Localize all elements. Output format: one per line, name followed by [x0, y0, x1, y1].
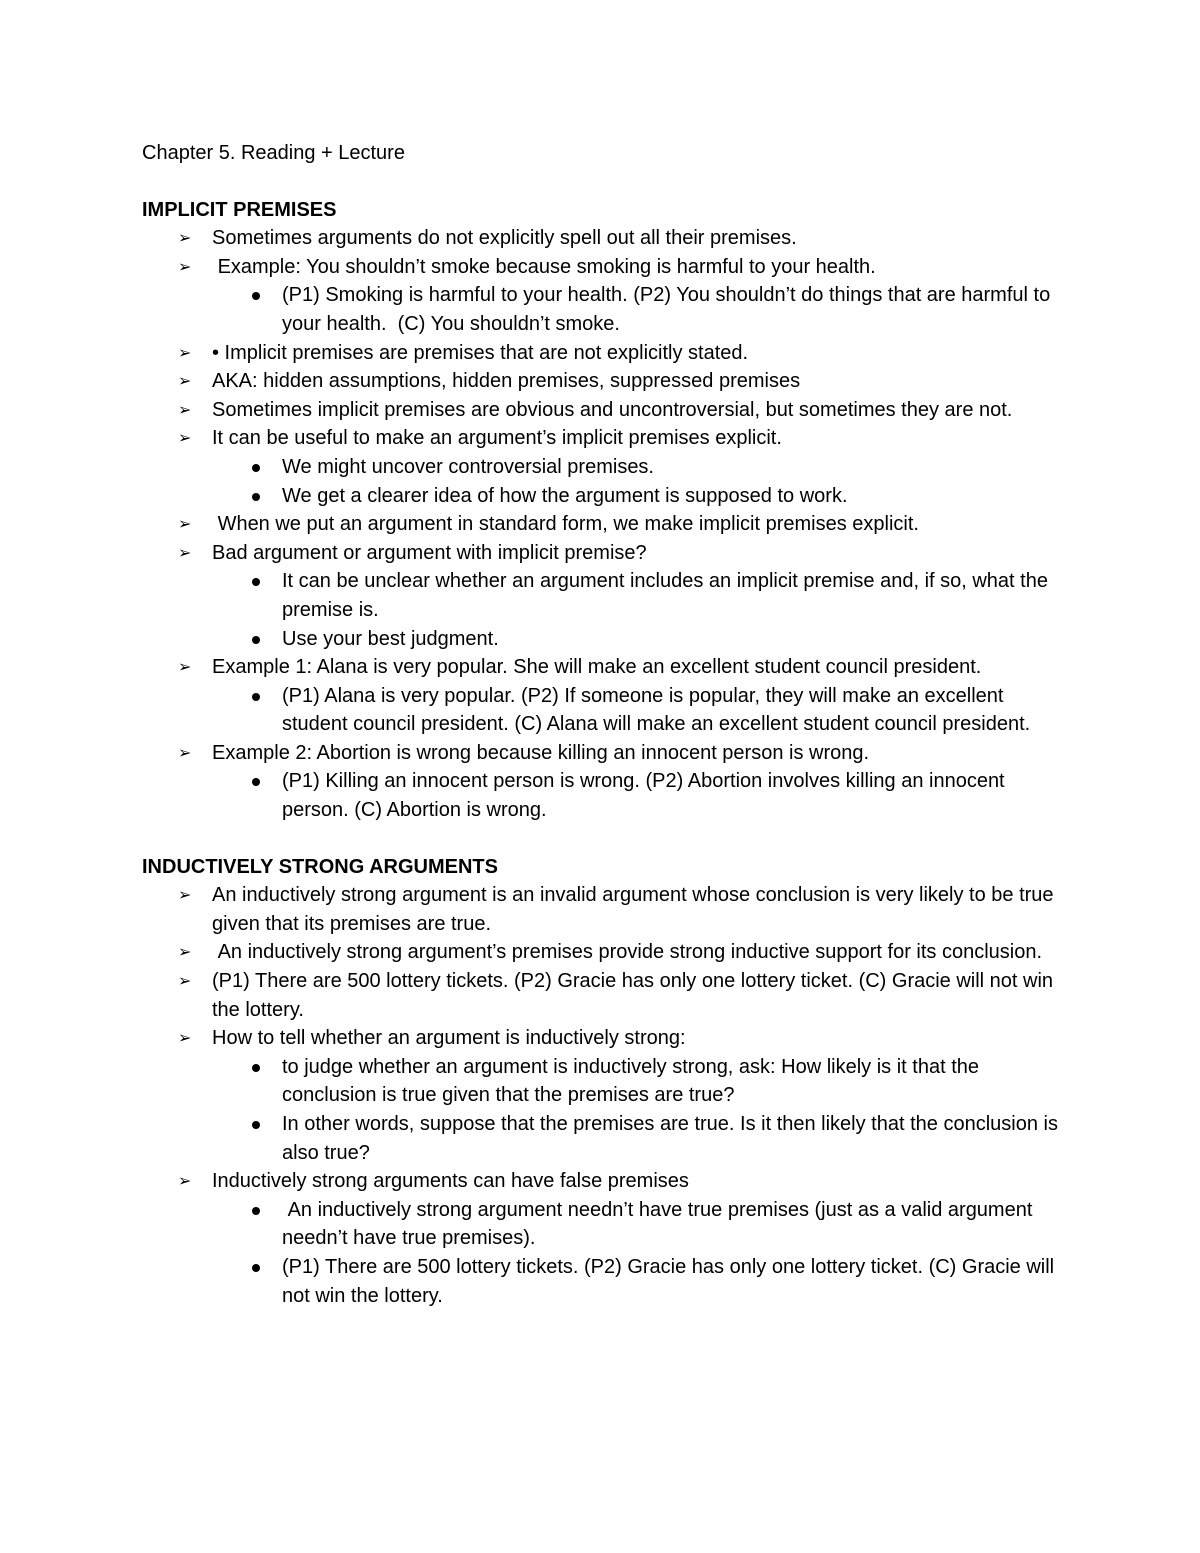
- sub-list-item-text: We get a clearer idea of how the argument is supposed to work.: [282, 484, 848, 507]
- bullet-list: [142, 224, 1062, 824]
- sub-list-item: [212, 482, 1062, 511]
- list-item: [142, 881, 1062, 938]
- dot-bullet-icon: [252, 693, 260, 701]
- arrow-bullet-icon: ➢: [178, 1171, 192, 1191]
- arrow-bullet-icon: ➢: [178, 428, 192, 448]
- list-item-text: Sometimes implicit premises are obvious and uncontroversial, but sometimes they are not.: [212, 398, 1013, 421]
- arrow-bullet-icon: ➢: [178, 228, 192, 248]
- sub-list-item: [212, 625, 1062, 654]
- list-item: [142, 510, 1062, 539]
- dot-bullet-icon: [252, 1121, 260, 1129]
- arrow-bullet-icon: ➢: [178, 885, 192, 905]
- arrow-bullet-icon: ➢: [178, 342, 192, 362]
- sub-bullet-list: [212, 453, 1062, 510]
- list-item: [142, 367, 1062, 396]
- dot-bullet-icon: [252, 1064, 260, 1072]
- sub-bullet-list: [212, 1196, 1062, 1310]
- sub-list-item-text: It can be unclear whether an argument includes an implicit premise and, if so, what the premise is.: [282, 570, 1054, 621]
- sub-list-item: [212, 1110, 1062, 1167]
- list-item-text: • Implicit premises are premises that are not explicitly stated.: [212, 341, 749, 364]
- section: [142, 196, 1062, 825]
- arrow-bullet-icon: ➢: [178, 514, 192, 534]
- list-item-text: Bad argument or argument with implicit premise?: [212, 541, 647, 564]
- arrow-bullet-icon: ➢: [178, 256, 192, 276]
- section: [142, 853, 1062, 1311]
- list-item: [142, 653, 1062, 739]
- sections-container: [142, 196, 1062, 1311]
- list-item-text: An inductively strong argument is an invalid argument whose conclusion is very likely to be true given that its premises are true.: [212, 884, 1060, 935]
- sub-bullet-list: [212, 567, 1062, 653]
- list-item: [142, 224, 1062, 253]
- sub-list-item-text: (P1) Killing an innocent person is wrong. (P2) Abortion involves killing an innocent person. (C) Abortion is wrong.: [282, 770, 1011, 822]
- sub-list-item-text: (P1) There are 500 lottery tickets. (P2) Gracie has only one lottery ticket. (C) Gracie will not win the lottery.: [282, 1255, 1060, 1307]
- dot-bullet-icon: [252, 493, 260, 501]
- list-item-text: Sometimes arguments do not explicitly spell out all their premises.: [212, 227, 797, 250]
- sub-list-item-text: An inductively strong argument needn’t have true premises (just as a valid argument needn’t have true premises).: [282, 1198, 1038, 1250]
- section-heading: INDUCTIVELY STRONG ARGUMENTS: [142, 855, 498, 878]
- sub-list-item: [212, 281, 1062, 338]
- sub-list-item-text: (P1) Smoking is harmful to your health. (P2) You shouldn’t do things that are harmful to your health. (C) You shouldn’t smoke.: [282, 284, 1056, 335]
- list-item: [142, 938, 1062, 967]
- list-item-text: How to tell whether an argument is inductively strong:: [212, 1027, 686, 1050]
- section-heading: IMPLICIT PREMISES: [142, 198, 337, 221]
- sub-list-item: [212, 567, 1062, 624]
- sub-list-item-text: (P1) Alana is very popular. (P2) If someone is popular, they will make an excellent student council president. (C) Alana will make an excellent student council president.: [282, 684, 1031, 736]
- list-item: [142, 253, 1062, 339]
- sub-list-item: [212, 1053, 1062, 1110]
- list-item: [142, 739, 1062, 825]
- list-item: [142, 339, 1062, 368]
- list-item-text: (P1) There are 500 lottery tickets. (P2) Gracie has only one lottery ticket. (C) Gracie will not win the lottery.: [212, 970, 1059, 1021]
- dot-bullet-icon: [252, 292, 260, 300]
- sub-list-item: [212, 682, 1062, 739]
- list-item-text: It can be useful to make an argument’s implicit premises explicit.: [212, 427, 782, 450]
- sub-bullet-list: [212, 281, 1062, 338]
- sub-list-item-text: In other words, suppose that the premises are true. Is it then likely that the conclusion is also true?: [282, 1113, 1064, 1164]
- sub-list-item-text: Use your best judgment.: [282, 627, 499, 650]
- list-item-text: An inductively strong argument’s premises provide strong inductive support for its conclusion.: [212, 941, 1043, 964]
- dot-bullet-icon: [252, 636, 260, 644]
- arrow-bullet-icon: ➢: [178, 657, 192, 677]
- arrow-bullet-icon: ➢: [178, 942, 192, 962]
- list-item: [142, 396, 1062, 425]
- dot-bullet-icon: [252, 578, 260, 586]
- sub-list-item: [212, 453, 1062, 482]
- arrow-bullet-icon: ➢: [178, 371, 192, 391]
- document-page: [142, 139, 1062, 1310]
- list-item: [142, 1167, 1062, 1310]
- arrow-bullet-icon: ➢: [178, 1028, 192, 1048]
- dot-bullet-icon: [252, 464, 260, 472]
- sub-bullet-list: [212, 1053, 1062, 1167]
- list-item: [142, 424, 1062, 510]
- arrow-bullet-icon: ➢: [178, 971, 192, 991]
- list-item: [142, 1024, 1062, 1167]
- arrow-bullet-icon: ➢: [178, 542, 192, 562]
- sub-bullet-list: [212, 682, 1062, 739]
- dot-bullet-icon: [252, 778, 260, 786]
- list-item-text: Inductively strong arguments can have false premises: [212, 1170, 689, 1193]
- list-item-text: AKA: hidden assumptions, hidden premises, suppressed premises: [212, 370, 801, 393]
- bullet-list: [142, 881, 1062, 1310]
- list-item-text: Example 2: Abortion is wrong because killing an innocent person is wrong.: [212, 741, 870, 764]
- list-item: [142, 967, 1062, 1024]
- document-title: Chapter 5. Reading + Lecture: [142, 142, 405, 164]
- list-item-text: Example: You shouldn’t smoke because smoking is harmful to your health.: [212, 255, 876, 278]
- arrow-bullet-icon: ➢: [178, 742, 192, 762]
- dot-bullet-icon: [252, 1207, 260, 1215]
- list-item: [142, 539, 1062, 653]
- sub-list-item-text: to judge whether an argument is inductively strong, ask: How likely is it that the conclusion is true given that the premises are true?: [282, 1055, 985, 1107]
- sub-list-item: [212, 1253, 1062, 1310]
- dot-bullet-icon: [252, 1264, 260, 1272]
- sub-list-item-text: We might uncover controversial premises.: [282, 455, 654, 478]
- sub-list-item: [212, 1196, 1062, 1253]
- list-item-text: When we put an argument in standard form, we make implicit premises explicit.: [212, 513, 919, 536]
- sub-bullet-list: [212, 767, 1062, 824]
- list-item-text: Example 1: Alana is very popular. She will make an excellent student council president.: [212, 656, 982, 679]
- sub-list-item: [212, 767, 1062, 824]
- arrow-bullet-icon: ➢: [178, 399, 192, 419]
